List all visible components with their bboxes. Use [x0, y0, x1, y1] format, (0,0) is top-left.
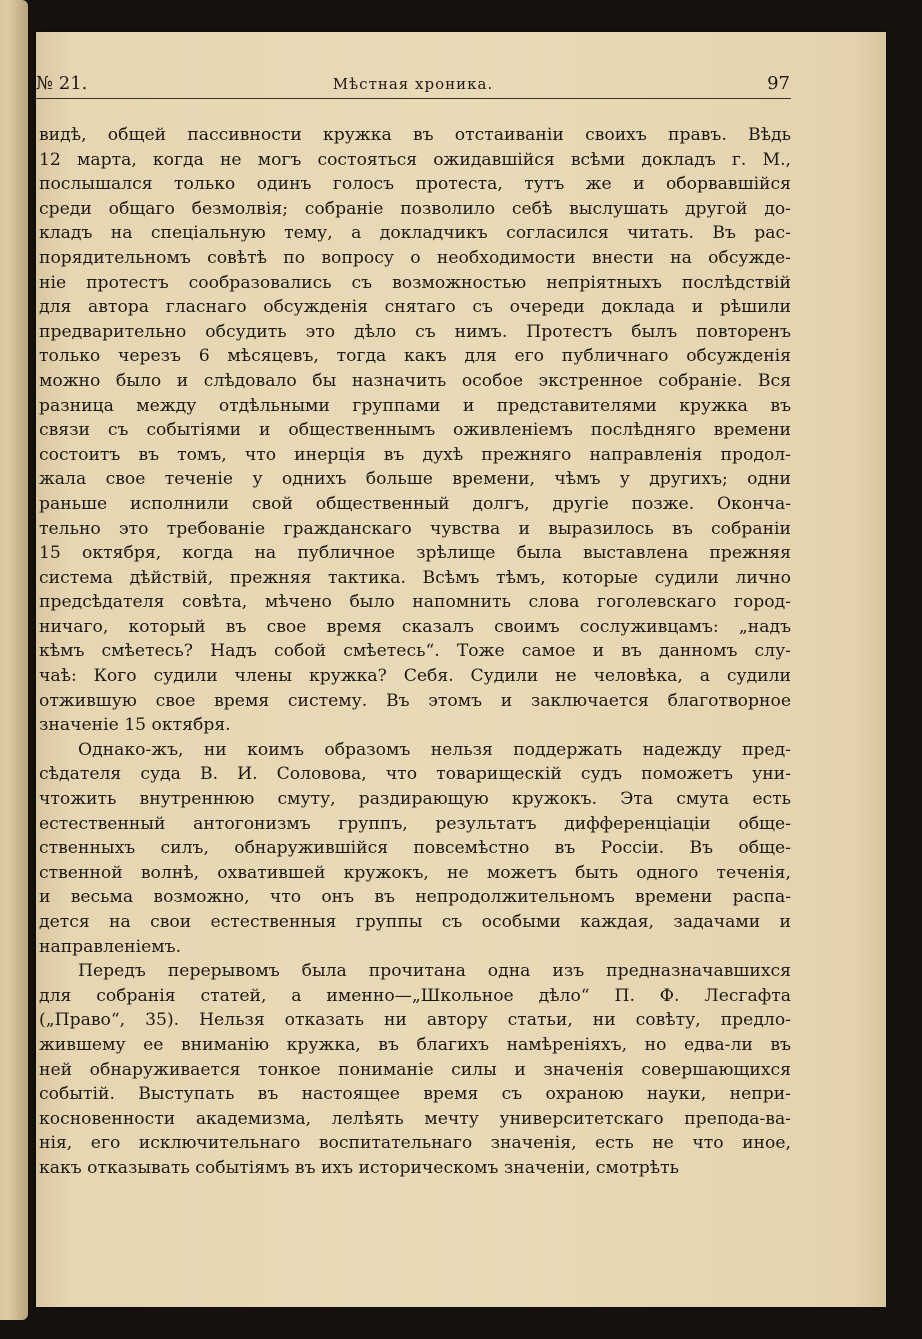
- text-line: система дѣйствій, прежняя тактика. Всѣмъ тѣмъ, которые судили лично: [39, 567, 791, 588]
- text-line: ственной волнѣ, охватившей кружокъ, не можетъ быть одного теченія,: [39, 862, 791, 883]
- section-title: Мѣстная хроника.: [332, 75, 494, 93]
- text-line: косновенности академизма, лелѣять мечту университетскаго препода-ва-: [39, 1108, 791, 1129]
- text-line: можно было и слѣдовало бы назначить особое экстренное собраніе. Вся: [39, 370, 791, 391]
- text-line: разница между отдѣльными группами и представителями кружка въ: [39, 395, 791, 416]
- text-line: чтожить внутреннюю смуту, раздирающую кружокъ. Эта смута есть: [39, 789, 791, 810]
- previous-page-edge: [0, 0, 28, 1320]
- text-line: только черезъ 6 мѣсяцевъ, тогда какъ для его публичнаго обсужденія: [39, 346, 791, 367]
- text-line: ственныхъ силъ, обнаружившійся повсемѣстно въ Россіи. Въ обще-: [39, 838, 791, 859]
- text-line: сѣдателя суда В. И. Соловова, что товарищескій судъ поможетъ уни-: [39, 764, 791, 785]
- text-line: кѣмъ смѣетесь? Надъ собой смѣетесь“. Тоже самое и въ данномъ слу-: [39, 641, 791, 662]
- text-line: видѣ, общей пассивности кружка въ отстаиваніи своихъ правъ. Вѣдь: [39, 125, 791, 145]
- text-line: ней обнаруживается тонкое пониманіе силы и значенія совершающихся: [39, 1059, 791, 1080]
- paragraph: [39, 959, 791, 1180]
- text-line: для собранія статей, а именно—„Школьное дѣло“ П. Ф. Лесгафта: [39, 985, 791, 1006]
- text-line: состоитъ въ томъ, что инерція въ духѣ прежняго направленія продол-: [39, 444, 791, 465]
- text-line: дется на свои естественныя группы съ особыми каждая, задачами и: [39, 912, 791, 932]
- text-line: жала свое теченіе у однихъ больше времени, чѣмъ у другихъ; одни: [39, 469, 791, 490]
- text-line: Однако-жъ, ни коимъ образомъ нельзя поддержать надежду пред-: [78, 739, 791, 760]
- text-line: какъ отказывать событіямъ въ ихъ историческомъ значеніи, смотрѣть: [39, 1157, 679, 1178]
- text-line: Передъ перерывомъ была прочитана одна изъ предназначавшихся: [78, 961, 791, 982]
- text-line: раньше исполнили свой общественный долгъ, другіе позже. Оконча-: [39, 493, 791, 514]
- text-line: жившему ее вниманію кружка, въ благихъ намѣреніяхъ, но едва-ли въ: [39, 1034, 791, 1055]
- text-line: отжившую свое время систему. Въ этомъ и заключается благотворное: [39, 690, 791, 711]
- text-line: кладъ на спеціальную тему, а докладчикъ согласился читать. Въ рас-: [39, 223, 791, 244]
- text-line: предсѣдателя совѣта, мѣчено было напомнить слова гоголевскаго город-: [39, 592, 791, 613]
- text-line: среди общаго безмолвія; собраніе позволило себѣ выслушать другой до-: [39, 198, 791, 219]
- text-line: ніе протестъ сообразовались съ возможностью непріятныхъ послѣдствій: [39, 272, 791, 293]
- text-line: естественный антогонизмъ группъ, результатъ дифференціаціи обще-: [39, 813, 791, 834]
- text-line: 15 октября, когда на публичное зрѣлище была выставлена прежняя: [39, 543, 791, 564]
- running-header: [36, 73, 790, 95]
- text-line: для автора гласнаго обсужденія снятаго съ очереди доклада и рѣшили: [39, 297, 791, 318]
- body-text: [39, 123, 791, 1181]
- text-line: („Право“, 35). Нельзя отказать ни автору статьи, ни совѣту, предло-: [39, 1010, 791, 1031]
- text-line: и весьма возможно, что онъ въ непродолжительномъ времени распа-: [39, 887, 791, 908]
- paragraph: [39, 738, 791, 959]
- paragraph: [39, 123, 791, 738]
- text-line: тельно это требованіе гражданскаго чувства и выразилось въ собраніи: [39, 518, 791, 539]
- header-rule: [35, 98, 791, 99]
- text-line: порядительномъ совѣтѣ по вопросу о необходимости внести на обсужде-: [39, 247, 791, 268]
- text-line: чаѣ: Кого судили члены кружка? Себя. Судили не человѣка, а судили: [39, 666, 791, 687]
- text-line: нія, его исключительнаго воспитательнаго значенія, есть не что иное,: [39, 1133, 791, 1154]
- text-line: направленіемъ.: [39, 936, 182, 957]
- text-line: значеніе 15 октября.: [39, 715, 231, 736]
- text-line: ничаго, который въ свое время сказалъ своимъ сослуживцамъ: „надъ: [39, 616, 791, 637]
- text-line: послышался только одинъ голосъ протеста, тутъ же и оборвавшійся: [39, 174, 791, 195]
- text-line: связи съ событіями и общественнымъ оживленіемъ послѣдняго времени: [39, 420, 791, 441]
- text-line: 12 марта, когда не могъ состояться ожидавшійся всѣми докладъ г. М.,: [39, 149, 791, 170]
- issue-number: № 21.: [36, 73, 88, 94]
- page-number: 97: [767, 73, 790, 94]
- text-line: предварительно обсудить это дѣло съ нимъ. Протестъ былъ повторенъ: [39, 321, 791, 342]
- text-line: событій. Выступать въ настоящее время съ охраною науки, непри-: [39, 1084, 791, 1105]
